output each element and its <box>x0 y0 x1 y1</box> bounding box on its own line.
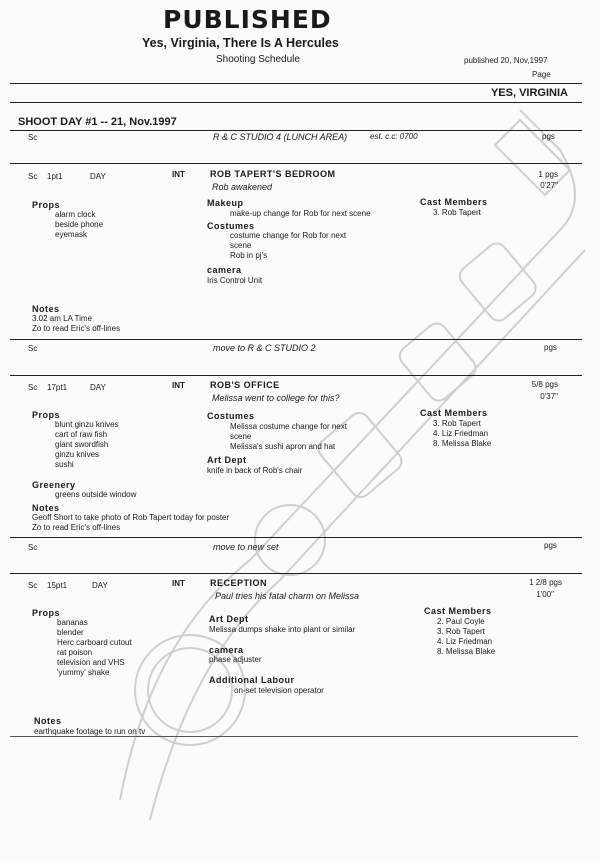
list-item: beside phone <box>55 220 104 229</box>
costumes-heading: Costumes <box>207 411 255 421</box>
notes-list <box>32 513 229 533</box>
list-item: bananas <box>57 618 88 627</box>
scene-desc: Rob awakened <box>212 182 273 192</box>
labour-heading: Additional Labour <box>209 675 295 685</box>
props-list <box>55 210 103 240</box>
camera-list <box>207 276 262 286</box>
greenery-heading: Greenery <box>32 480 76 490</box>
labour-list <box>234 686 324 696</box>
header-rule-2 <box>10 102 582 103</box>
section-rule <box>10 573 582 574</box>
shoot-day-header: SHOOT DAY #1 -- 21, Nov.1997 <box>18 116 177 128</box>
scene-set: RECEPTION <box>210 578 268 588</box>
document-title: Yes, Virginia, There Is A Hercules <box>142 36 339 50</box>
list-item: Zo to read Eric's off-lines <box>32 324 121 333</box>
published-date: published 20, Nov,1997 <box>464 56 548 65</box>
props-heading: Props <box>32 410 61 420</box>
list-item: 4. Liz Friedman <box>437 637 493 646</box>
list-item: 3.02 am LA Time <box>32 314 93 323</box>
list-item: Melissa costume change for next <box>230 422 347 431</box>
notes-heading: Notes <box>32 304 60 314</box>
list-item: 8. Melissa Blake <box>433 439 492 448</box>
shoot-day-rule <box>10 130 582 131</box>
cast-heading: Cast Members <box>420 408 488 418</box>
list-item: 3. Rob Tapert <box>433 208 481 217</box>
list-item: Iris Control Unit <box>207 276 263 285</box>
intro-est: est. c.c: 0700 <box>370 132 418 141</box>
costumes-list <box>230 422 347 452</box>
scene-number: 17pt1 <box>47 383 68 392</box>
notes-heading: Notes <box>34 716 62 726</box>
scene-desc: Paul tries his fatal charm on Melissa <box>215 591 360 601</box>
list-item: 2. Paul Coyle <box>437 617 485 626</box>
costumes-heading: Costumes <box>207 221 255 231</box>
header-rule <box>10 83 582 84</box>
notes-list <box>32 314 120 334</box>
list-item: make-up change for Rob for next scene <box>230 209 371 218</box>
scene-duration: 1'00" <box>536 590 554 599</box>
camera-list <box>209 655 261 665</box>
greenery-list <box>55 490 136 500</box>
section-rule <box>10 163 582 164</box>
section-rule <box>10 537 582 538</box>
list-item: ginzu knives <box>55 450 100 459</box>
scene-set: ROB TAPERT'S BEDROOM <box>210 169 336 179</box>
scene-pages: 1 2/8 pgs <box>529 578 562 587</box>
scene-time: DAY <box>90 383 106 392</box>
scene-desc: Melissa went to college for this? <box>212 393 340 403</box>
camera-heading: camera <box>207 265 242 275</box>
list-item: 3. Rob Tapert <box>433 419 481 428</box>
list-item: rat poison <box>57 648 93 657</box>
list-item: 3. Rob Tapert <box>437 627 485 636</box>
move-pgs: pgs <box>544 343 557 352</box>
camera-heading: camera <box>209 645 244 655</box>
move-sc: Sc <box>28 543 38 552</box>
props-heading: Props <box>32 608 61 618</box>
makeup-heading: Makeup <box>207 198 244 208</box>
scene-set: ROB'S OFFICE <box>210 380 280 390</box>
art-dept-heading: Art Dept <box>207 455 247 465</box>
list-item: television and VHS <box>57 658 125 667</box>
section-rule <box>10 375 582 376</box>
props-heading: Props <box>32 200 61 210</box>
intro-sc: Sc <box>28 133 38 142</box>
scene-number: 15pt1 <box>47 581 68 590</box>
section-rule <box>10 339 582 340</box>
scene-time: DAY <box>90 172 106 181</box>
scene-sc: Sc <box>28 581 38 590</box>
list-item: Rob in pj's <box>230 251 268 260</box>
cast-list <box>437 617 495 657</box>
scene-duration: 0'27" <box>540 181 558 190</box>
list-item: Melissa dumps shake into plant or similar <box>209 625 356 634</box>
list-item: on-set television operator <box>234 686 324 695</box>
list-item: alarm clock <box>55 210 96 219</box>
cast-list <box>433 208 481 218</box>
notes-heading: Notes <box>32 503 60 513</box>
cast-list <box>433 419 491 449</box>
list-item: Zo to read Eric's off-lines <box>32 523 121 532</box>
scene-sc: Sc <box>28 383 38 392</box>
cast-heading: Cast Members <box>420 197 488 207</box>
list-item: Herc carboard cutout <box>57 638 132 647</box>
costumes-list <box>230 231 346 261</box>
scene-duration: 0'37" <box>540 392 558 401</box>
move-text: move to new set <box>213 542 279 552</box>
move-pgs: pgs <box>544 541 557 550</box>
list-item: Geoff Short to take photo of Rob Tapert today for poster <box>32 513 230 522</box>
production-name: YES, VIRGINIA <box>490 87 568 99</box>
list-item: 4. Liz Friedman <box>433 429 489 438</box>
move-text: move to R & C STUDIO 2 <box>213 343 316 353</box>
scene-int: INT <box>172 381 185 390</box>
list-item: costume change for Rob for next <box>230 231 347 240</box>
art-dept-heading: Art Dept <box>209 614 249 624</box>
cast-heading: Cast Members <box>424 606 492 616</box>
props-list <box>55 420 119 470</box>
list-item: blunt ginzu knives <box>55 420 119 429</box>
scene-int: INT <box>172 579 185 588</box>
list-item: phase adjuster <box>209 655 262 664</box>
list-item: greens outside window <box>55 490 137 499</box>
list-item: scene <box>230 432 252 441</box>
list-item: cart of raw fish <box>55 430 108 439</box>
intro-pgs: pgs <box>542 132 555 141</box>
list-item: sushi <box>55 460 74 469</box>
section-rule <box>10 736 578 737</box>
list-item: Melissa's sushi apron and hat <box>230 442 336 451</box>
makeup-list <box>230 209 371 219</box>
scene-pages: 1 pgs <box>538 170 558 179</box>
scene-pages: 5/8 pgs <box>531 380 558 389</box>
move-sc: Sc <box>28 344 38 353</box>
scene-int: INT <box>172 170 185 179</box>
intro-location: R & C STUDIO 4 (LUNCH AREA) <box>213 132 348 142</box>
list-item: knife in back of Rob's chair <box>207 466 303 475</box>
list-item: scene <box>230 241 252 250</box>
props-list <box>57 618 132 678</box>
art-dept-list <box>209 625 355 635</box>
scene-sc: Sc <box>28 172 38 181</box>
list-item: earthquake footage to run on tv <box>34 727 146 736</box>
list-item: giant swordfish <box>55 440 109 449</box>
list-item: eyemask <box>55 230 88 239</box>
document-subtitle: Shooting Schedule <box>216 54 300 65</box>
list-item: blender <box>57 628 84 637</box>
list-item: 'yummy' shake <box>57 668 110 677</box>
page-label: Page <box>532 70 551 79</box>
art-dept-list <box>207 466 302 476</box>
published-stamp: PUBLISHED <box>163 5 332 34</box>
scene-number: 1pt1 <box>47 172 63 181</box>
list-item: 8. Melissa Blake <box>437 647 496 656</box>
scene-time: DAY <box>92 581 108 590</box>
